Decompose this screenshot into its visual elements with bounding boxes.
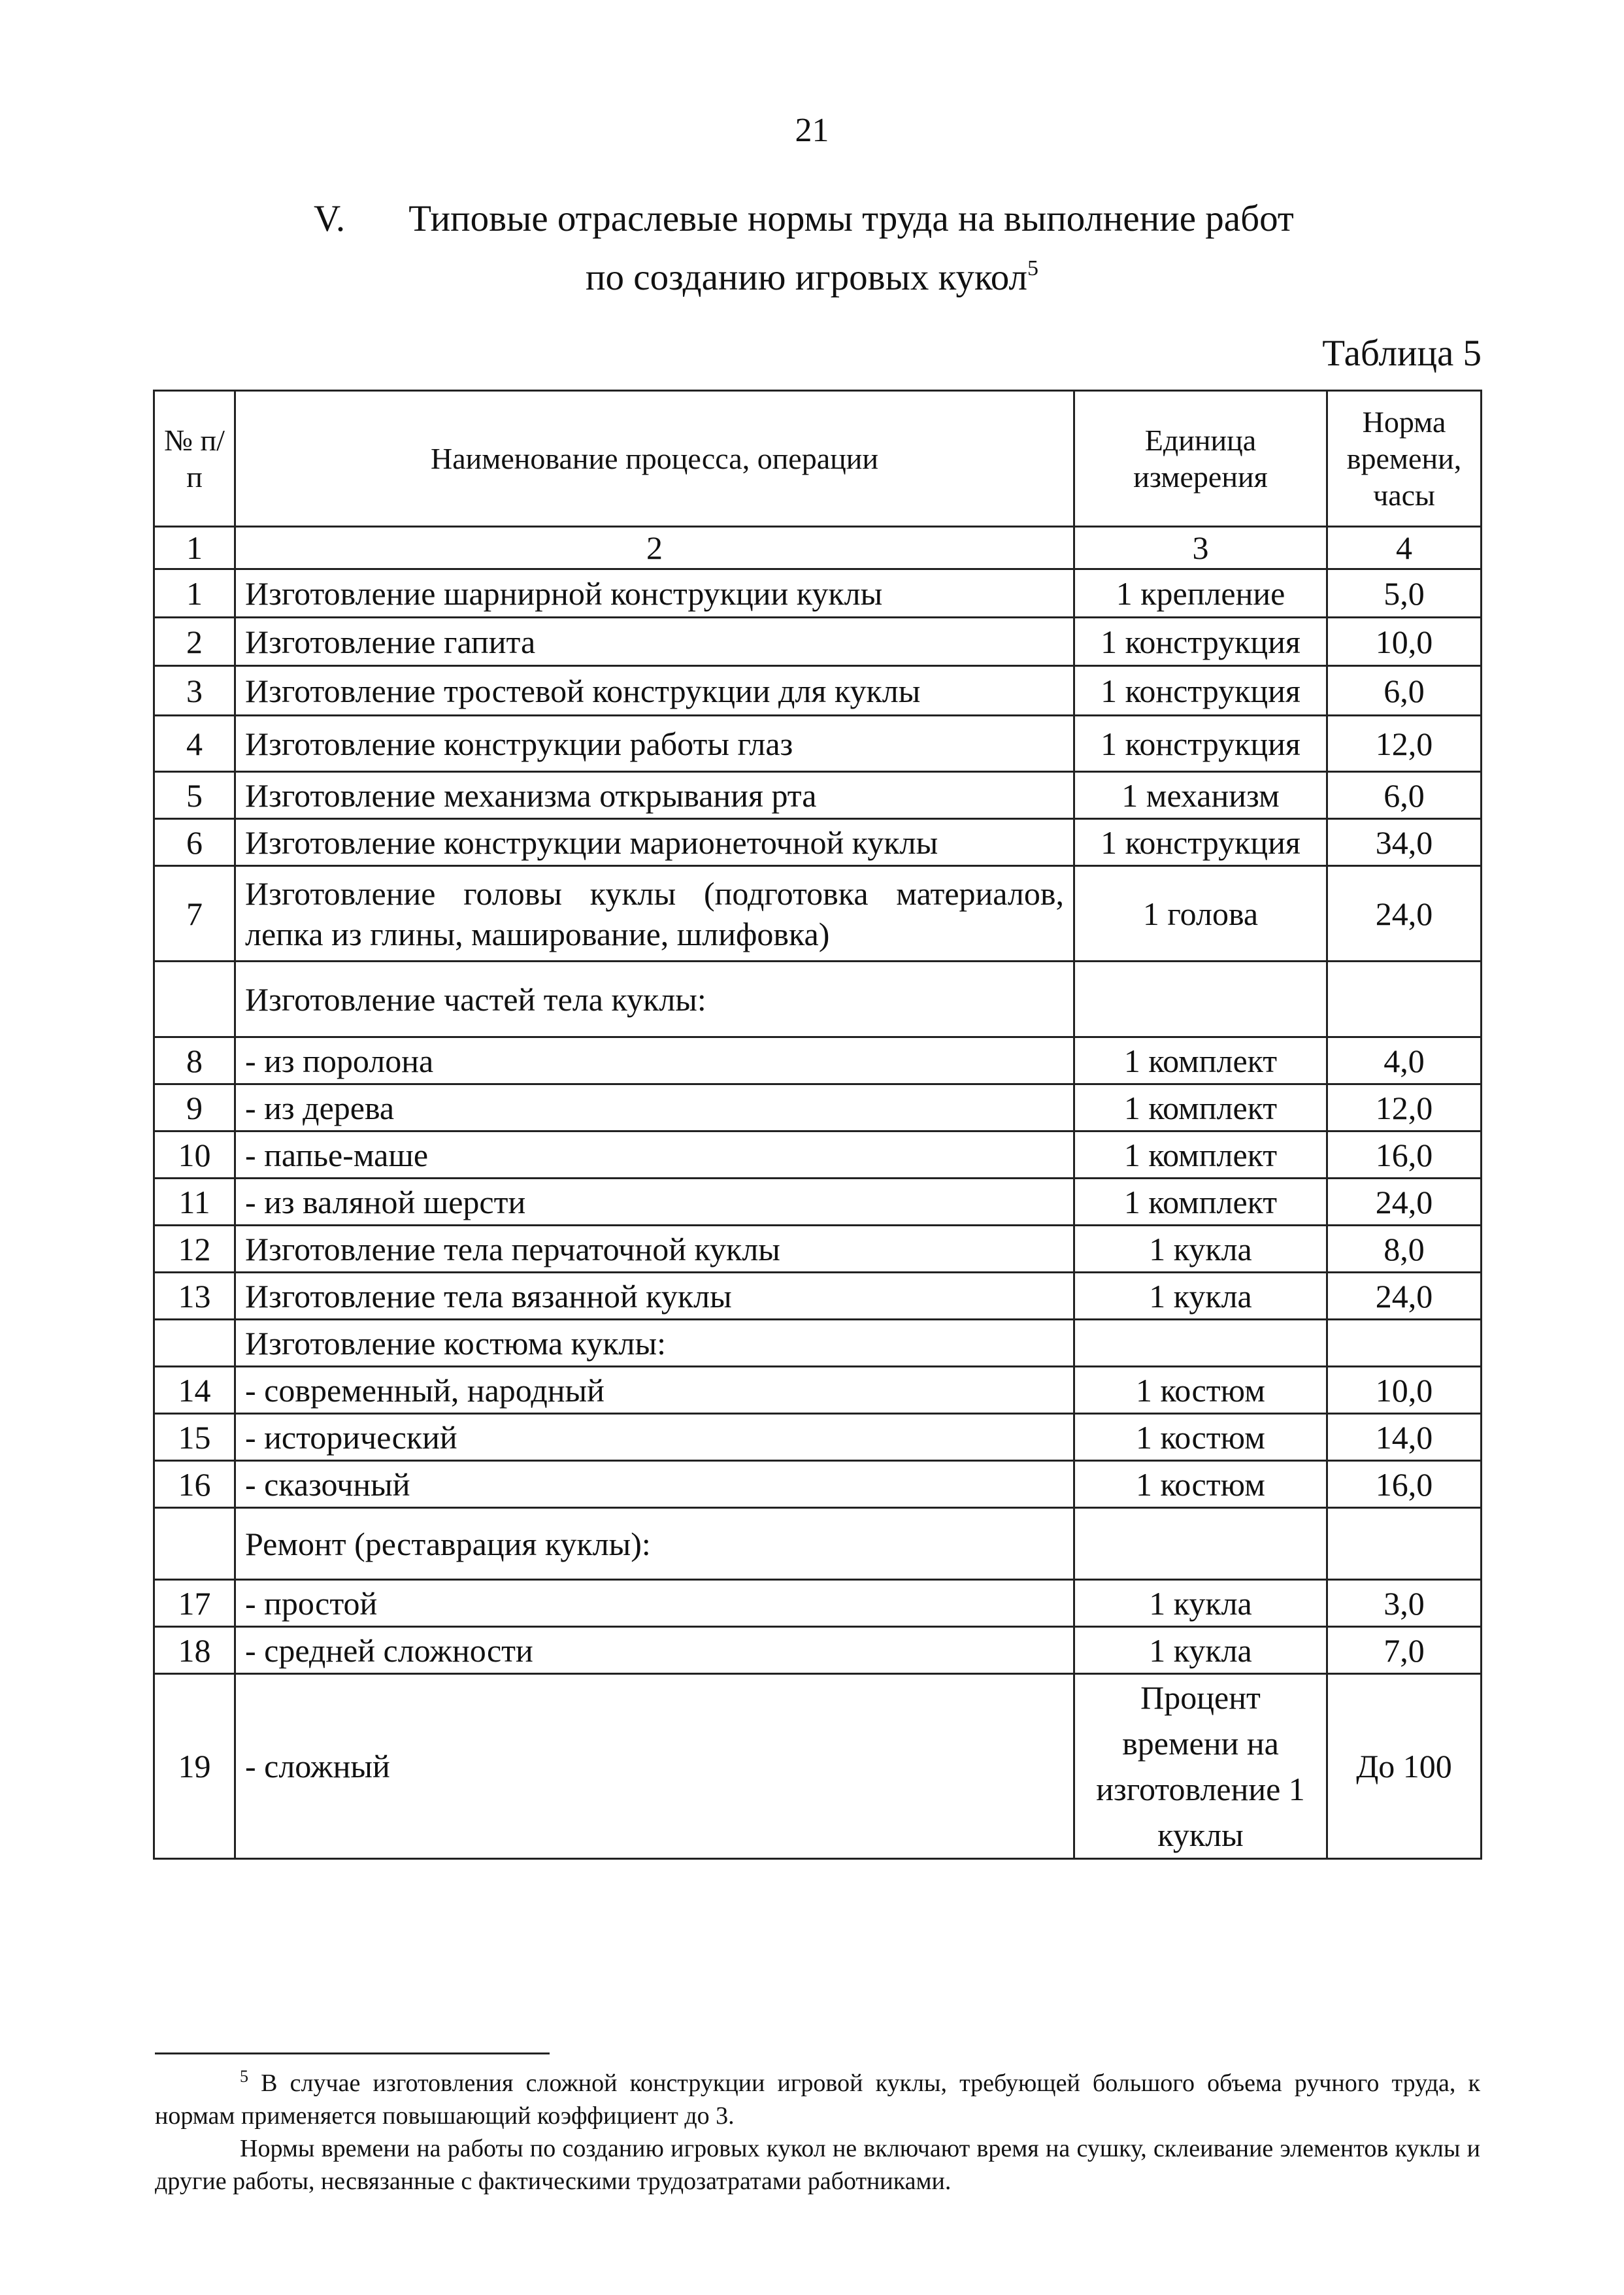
row-num: 12: [154, 1226, 235, 1273]
section-number: V.: [314, 198, 346, 239]
row-unit: 1 конструкция: [1074, 618, 1327, 666]
row-num: 4: [154, 716, 235, 772]
table-row: [154, 1179, 1482, 1226]
row-norm: 14,0: [1327, 1414, 1482, 1461]
section-heading: [0, 190, 1624, 307]
table-row: [154, 866, 1482, 962]
table-row: [154, 1461, 1482, 1508]
row-unit: 1 кукла: [1074, 1627, 1327, 1674]
row-norm: До 100: [1327, 1674, 1482, 1859]
row-norm: 12,0: [1327, 716, 1482, 772]
table-row: [154, 1273, 1482, 1320]
row-unit: 1 костюм: [1074, 1367, 1327, 1414]
row-norm: 16,0: [1327, 1461, 1482, 1508]
table-row: [154, 772, 1482, 819]
table-row: [154, 1320, 1482, 1367]
row-num: 1: [154, 569, 235, 618]
row-norm: [1327, 1320, 1482, 1367]
row-unit: [1074, 1508, 1327, 1580]
row-unit: [1074, 962, 1327, 1037]
row-num: 14: [154, 1367, 235, 1414]
row-norm: 34,0: [1327, 819, 1482, 866]
row-norm: 7,0: [1327, 1627, 1482, 1674]
row-unit: 1 голова: [1074, 866, 1327, 962]
row-norm: 5,0: [1327, 569, 1482, 618]
row-norm: 12,0: [1327, 1084, 1482, 1131]
row-num: [154, 1508, 235, 1580]
page-number: 21: [795, 112, 829, 149]
table-header-row: [154, 391, 1482, 527]
footnote-divider: [155, 2052, 550, 2054]
row-norm: 3,0: [1327, 1580, 1482, 1627]
row-name: - современный, народный: [235, 1367, 1074, 1414]
table-row: [154, 618, 1482, 666]
row-name: Ремонт (реставрация куклы):: [235, 1508, 1074, 1580]
row-norm: 16,0: [1327, 1131, 1482, 1179]
row-unit: 1 костюм: [1074, 1461, 1327, 1508]
row-norm: 4,0: [1327, 1037, 1482, 1084]
row-num: 17: [154, 1580, 235, 1627]
table-row: [154, 1037, 1482, 1084]
row-name: Изготовление механизма открывания рта: [235, 772, 1074, 819]
row-name: - сложный: [235, 1674, 1074, 1859]
row-name: Изготовление костюма куклы:: [235, 1320, 1074, 1367]
row-num: 15: [154, 1414, 235, 1461]
row-name: - из дерева: [235, 1084, 1074, 1131]
row-name: - из валяной шерсти: [235, 1179, 1074, 1226]
table-row: [154, 1674, 1482, 1859]
row-name: Изготовление конструкции марионеточной куклы: [235, 819, 1074, 866]
header-name: Наименование процесса, операции: [235, 391, 1074, 527]
footnote-text-1: В случае изготовления сложной конструкции игровой куклы, требующей большого объема ручного труда, к нормам применяется повышающий коэффициент до 3.: [155, 2069, 1481, 2130]
row-unit: 1 механизм: [1074, 772, 1327, 819]
table-row: [154, 1367, 1482, 1414]
row-unit: 1 кукла: [1074, 1273, 1327, 1320]
row-name: - из поролона: [235, 1037, 1074, 1084]
row-unit: 1 комплект: [1074, 1037, 1327, 1084]
table-row: [154, 1414, 1482, 1461]
row-num: 18: [154, 1627, 235, 1674]
heading-line-2-text: по созданию игровых кукол: [586, 257, 1027, 298]
row-num: [154, 962, 235, 1037]
footnote-marker: 5: [240, 2067, 248, 2086]
row-name: - средней сложности: [235, 1627, 1074, 1674]
row-num: 8: [154, 1037, 235, 1084]
table-row: [154, 1131, 1482, 1179]
row-num: 5: [154, 772, 235, 819]
row-num: 6: [154, 819, 235, 866]
table-caption: Таблица 5: [1322, 333, 1482, 374]
row-name: - папье-маше: [235, 1131, 1074, 1179]
row-num: 13: [154, 1273, 235, 1320]
column-number: 1: [154, 527, 235, 569]
row-unit: 1 крепление: [1074, 569, 1327, 618]
row-num: [154, 1320, 235, 1367]
column-number: 3: [1074, 527, 1327, 569]
heading-footnote-ref: 5: [1027, 256, 1038, 280]
row-name: Изготовление тела вязанной куклы: [235, 1273, 1074, 1320]
row-name: - сказочный: [235, 1461, 1074, 1508]
row-unit: 1 конструкция: [1074, 716, 1327, 772]
norms-table: [153, 390, 1482, 1860]
row-norm: 8,0: [1327, 1226, 1482, 1273]
column-number: 2: [235, 527, 1074, 569]
column-number: 4: [1327, 527, 1482, 569]
table-row: [154, 569, 1482, 618]
footnote: [155, 2067, 1480, 2198]
row-name: Изготовление гапита: [235, 618, 1074, 666]
row-norm: [1327, 962, 1482, 1037]
row-norm: 10,0: [1327, 618, 1482, 666]
row-name: Изготовление частей тела куклы:: [235, 962, 1074, 1037]
row-name: - простой: [235, 1580, 1074, 1627]
row-unit: 1 конструкция: [1074, 819, 1327, 866]
row-unit: 1 конструкция: [1074, 666, 1327, 716]
row-num: 9: [154, 1084, 235, 1131]
footnote-paragraph-1: [155, 2067, 1480, 2132]
row-num: 3: [154, 666, 235, 716]
table-row: [154, 819, 1482, 866]
row-num: 16: [154, 1461, 235, 1508]
heading-line-1: Типовые отраслевые нормы труда на выполнение работ: [408, 198, 1294, 239]
heading-line-2: [0, 248, 1624, 307]
row-num: 7: [154, 866, 235, 962]
header-unit: Единица измерения: [1074, 391, 1327, 527]
row-unit: Процент времени на изготовление 1 куклы: [1074, 1674, 1327, 1859]
table-row: [154, 1627, 1482, 1674]
row-name: Изготовление конструкции работы глаз: [235, 716, 1074, 772]
row-unit: 1 комплект: [1074, 1131, 1327, 1179]
table-row: [154, 666, 1482, 716]
table-row: [154, 716, 1482, 772]
row-num: 19: [154, 1674, 235, 1859]
row-norm: 24,0: [1327, 1273, 1482, 1320]
table-row: [154, 1580, 1482, 1627]
row-name: - исторический: [235, 1414, 1074, 1461]
row-name: Изготовление тростевой конструкции для куклы: [235, 666, 1074, 716]
table-row: [154, 1084, 1482, 1131]
row-unit: 1 костюм: [1074, 1414, 1327, 1461]
header-norm: Норма времени, часы: [1327, 391, 1482, 527]
row-name: Изготовление тела перчаточной куклы: [235, 1226, 1074, 1273]
footnote-paragraph-2: Нормы времени на работы по созданию игровых кукол не включают время на сушку, склеивание элементов куклы и другие работы, несвязанные с фактическими трудозатратами работниками.: [155, 2135, 1480, 2195]
column-number-row: [154, 527, 1482, 569]
row-num: 11: [154, 1179, 235, 1226]
row-num: 10: [154, 1131, 235, 1179]
row-norm: [1327, 1508, 1482, 1580]
table-row: [154, 1508, 1482, 1580]
row-name: Изготовление головы куклы (подготовка материалов, лепка из глины, маширование, шлифовка): [235, 866, 1074, 962]
table-row: [154, 1226, 1482, 1273]
row-norm: 24,0: [1327, 1179, 1482, 1226]
table-row: [154, 962, 1482, 1037]
row-name: Изготовление шарнирной конструкции куклы: [235, 569, 1074, 618]
header-num: № п/п: [154, 391, 235, 527]
row-unit: [1074, 1320, 1327, 1367]
row-norm: 10,0: [1327, 1367, 1482, 1414]
row-unit: 1 комплект: [1074, 1179, 1327, 1226]
row-unit: 1 кукла: [1074, 1580, 1327, 1627]
row-norm: 24,0: [1327, 866, 1482, 962]
row-unit: 1 кукла: [1074, 1226, 1327, 1273]
row-norm: 6,0: [1327, 772, 1482, 819]
row-num: 2: [154, 618, 235, 666]
row-norm: 6,0: [1327, 666, 1482, 716]
row-unit: 1 комплект: [1074, 1084, 1327, 1131]
